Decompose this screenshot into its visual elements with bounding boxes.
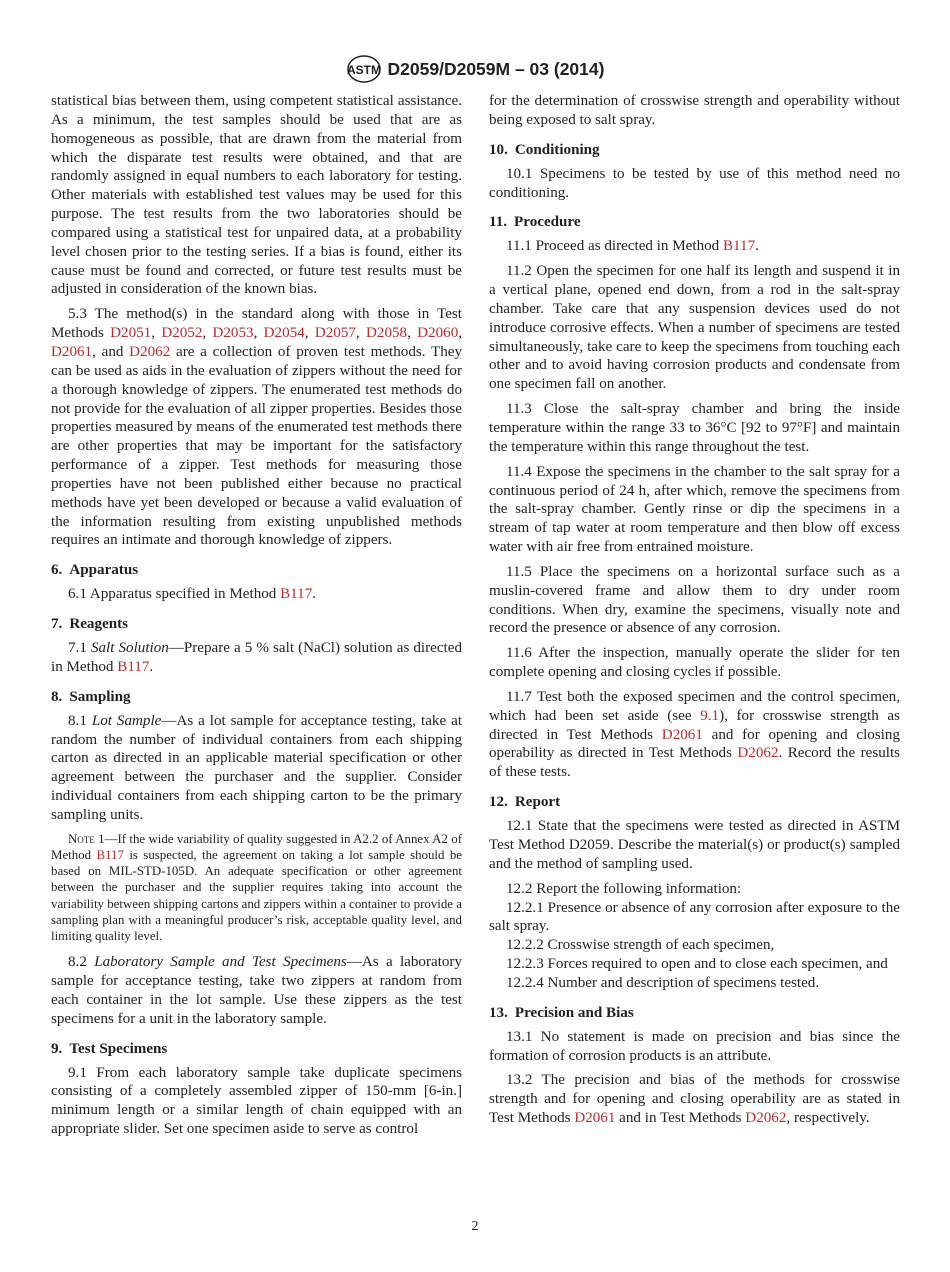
link-d2061[interactable]: D2061: [574, 1110, 616, 1127]
link-d2054[interactable]: D2054: [263, 325, 305, 342]
section-heading-test-specimens: 9. Test Specimens: [51, 1040, 168, 1057]
page-number: 2: [471, 1219, 479, 1234]
paragraph-13-1: 13.1 No statement is made on precision and bias since the formation of corrosion products is an attribute.: [489, 1028, 900, 1064]
link-d2060[interactable]: D2060: [417, 325, 459, 342]
paragraph-12-2-4: 12.2.4 Number and description of specimens tested.: [506, 974, 820, 991]
link-d2062[interactable]: D2062: [745, 1110, 787, 1127]
paragraph-11-4: 11.4 Expose the specimens in the chamber to the salt spray for a continuous period of 24 h, after which, remove the specimens from the salt-spray chamber. Gently rinse or dip the specimens in a stream of tap water at room temperature and then blow off excess water with air free from entrained moisture.: [489, 463, 900, 556]
section-heading-precision-and-bias: 13. Precision and Bias: [489, 1004, 634, 1021]
paragraph-11-3: 11.3 Close the salt-spray chamber and bring the inside temperature within the range 33 to 36°C [92 to 97°F] and maintain the temperature within this range throughout the test.: [489, 401, 900, 455]
paragraph-12-2-1: 12.2.1 Presence or absence of any corrosion after exposure to the salt spray.: [489, 899, 900, 935]
section-heading-reagents: 7. Reagents: [51, 616, 129, 633]
paragraph-12-2-3: 12.2.3 Forces required to open and to close each specimen, and: [506, 956, 888, 973]
link-b117[interactable]: B117: [117, 658, 150, 675]
paragraph-12-1: 12.1 State that the specimens were tested as directed in ASTM Test Method D2059. Describe the material(s) or product(s) sampled and the method of sampling used.: [489, 818, 900, 872]
paragraph-6-1: 6.1 Apparatus specified in Method B117.: [68, 586, 317, 603]
continued-paragraph: statistical bias between them, using competent statistical assistance. As a minimum, the test samples should be used that are as homogeneous as possible, that are drawn from the material from which the disparate test results were obtained, and that are randomly assigned in equal numbers to each laboratory for testing. Other materials with established test values may be used for this purpose. The test results from the two laboratories should be compared using a statistical test for unpaired data, at a probability level chosen prior to the testing series. If a bias is found, either its cause must be found and corrected, or future test results must be adjusted in consideration of the known bias.: [51, 93, 462, 298]
link-b117[interactable]: B117: [96, 848, 124, 863]
left-column: [51, 92, 462, 1145]
document-title: D2059/D2059M – 03 (2014): [387, 58, 605, 79]
continued-paragraph: for the determination of crosswise strength and operability without being exposed to salt spray.: [489, 93, 900, 128]
link-d2051[interactable]: D2051: [110, 325, 152, 342]
section-heading-report: 12. Report: [489, 794, 561, 811]
section-heading-sampling: 8. Sampling: [51, 688, 131, 705]
section-heading-procedure: 11. Procedure: [489, 214, 581, 231]
section-heading-apparatus: 6. Apparatus: [51, 562, 139, 579]
paragraph-7-1: 7.1 Salt Solution—Prepare a 5 % salt (NaCl) solution as directed in Method B117.: [51, 640, 462, 675]
note-1: Note 1—If the wide variability of quality suggested in A2.2 of Annex A2 of Method B117 is suspected, the agreement on taking a lot sample should be based on MIL-STD-105D. An adequate specification or other agreement between the purchaser and the supplier requires taking into account the variability between shipping cartons and zippers within a container to provide a sampling plan with a meaningful producer’s risk, acceptable quality level, and limiting quality level.: [51, 831, 462, 944]
paragraph-12-2: 12.2 Report the following information:: [506, 880, 742, 897]
link-9-1[interactable]: 9.1: [700, 707, 720, 724]
page-header: [0, 54, 950, 84]
link-d2058[interactable]: D2058: [366, 325, 408, 342]
paragraph-10-1: 10.1 Specimens to be tested by use of this method need no conditioning.: [489, 165, 900, 201]
link-d2061[interactable]: D2061: [661, 726, 703, 743]
link-b117[interactable]: B117: [722, 238, 756, 255]
paragraph-11-5: 11.5 Place the specimens on a horizontal surface such as a muslin-covered frame and allow them to dry under room conditions. When dry, examine the specimens, visually note and record the presence or absence of any corrosion.: [489, 563, 900, 637]
paragraph-9-1: 9.1 From each laboratory sample take duplicate specimens consisting of a completely assembled zipper of 150-mm [6-in.] minimum length or a similar length of chain equipped with an appropriate slider. Set one specimen aside to serve as control: [51, 1064, 462, 1138]
link-d2057[interactable]: D2057: [314, 325, 356, 342]
paragraph-5-3: 5.3 The method(s) in the standard along with those in Test Methods D2051, D2052, D2053, D2054, D2057, D2058, D2060, D2061, and D2062 are a collection of proven test methods. They can be used as aids in the evaluation of zippers without the need for a thorough knowledge of zippers. The enumerated test methods do not provide for the evaluation of all zipper properties. Besides those properties measured by means of the enumerated test methods there are other properties that may be important for the satisfactory performance of a zipper. Test methods for measuring those properties have not been published either because no practical methods have yet been developed or because a valid evaluation of the information resulting from existing unpublished methods requires an intimate and thorough knowledge of zippers.: [51, 306, 463, 549]
link-d2062[interactable]: D2062: [129, 343, 171, 360]
svg-text:ASTM: ASTM: [346, 63, 381, 77]
paragraph-11-2: 11.2 Open the specimen for one half its length and suspend it in a vertical plane, opened end down, from a rod in the salt-spray chamber. Take care that any suspension devices used do not introduce corrosive effects. When a number of specimens are tested simultaneously, take care to keep the specimens from touching each other and to avoid having corrosion products and condensate from one specimen fall on another.: [489, 263, 900, 393]
link-d2062[interactable]: D2062: [737, 745, 779, 762]
link-b117[interactable]: B117: [280, 586, 313, 603]
right-column: [489, 92, 900, 1134]
paragraph-8-2: 8.2 Laboratory Sample and Test Specimens—As a laboratory sample for acceptance testing, take two zippers at random from each container in the lot sample. Use these zippers as the test specimens for a unit in the laboratory sample.: [51, 954, 463, 1027]
paragraph-8-1: 8.1 Lot Sample—As a lot sample for acceptance testing, take at random the number of individual containers from each shipping carton as directed in an applicable material specification or other agreement between the purchaser and the supplier. Consider individual containers from each shipping carton to be the primary sampling units.: [51, 712, 463, 823]
link-d2052[interactable]: D2052: [161, 325, 203, 342]
paragraph-11-7: 11.7 Test both the exposed specimen and the control specimen, which had been set aside (see 9.1), for crosswise strength as directed in Test Methods D2061 and for opening and closing operability as directed in Test Methods D2062. Record the results of these tests.: [489, 688, 901, 781]
astm-logo-icon: [346, 54, 382, 84]
paragraph-11-1: 11.1 Proceed as directed in Method B117.: [506, 238, 759, 255]
link-d2061[interactable]: D2061: [51, 343, 93, 360]
paragraph-11-6: 11.6 After the inspection, manually operate the slider for ten complete opening and closing cycles if possible.: [489, 645, 900, 681]
paragraph-12-2-2: 12.2.2 Crosswise strength of each specimen,: [506, 937, 775, 954]
section-heading-conditioning: 10. Conditioning: [489, 141, 600, 158]
link-d2053[interactable]: D2053: [212, 325, 254, 342]
paragraph-13-2: 13.2 The precision and bias of the methods for crosswise strength and for opening and closing operability are as stated in Test Methods D2061 and in Test Methods D2062, respectively.: [489, 1072, 900, 1127]
